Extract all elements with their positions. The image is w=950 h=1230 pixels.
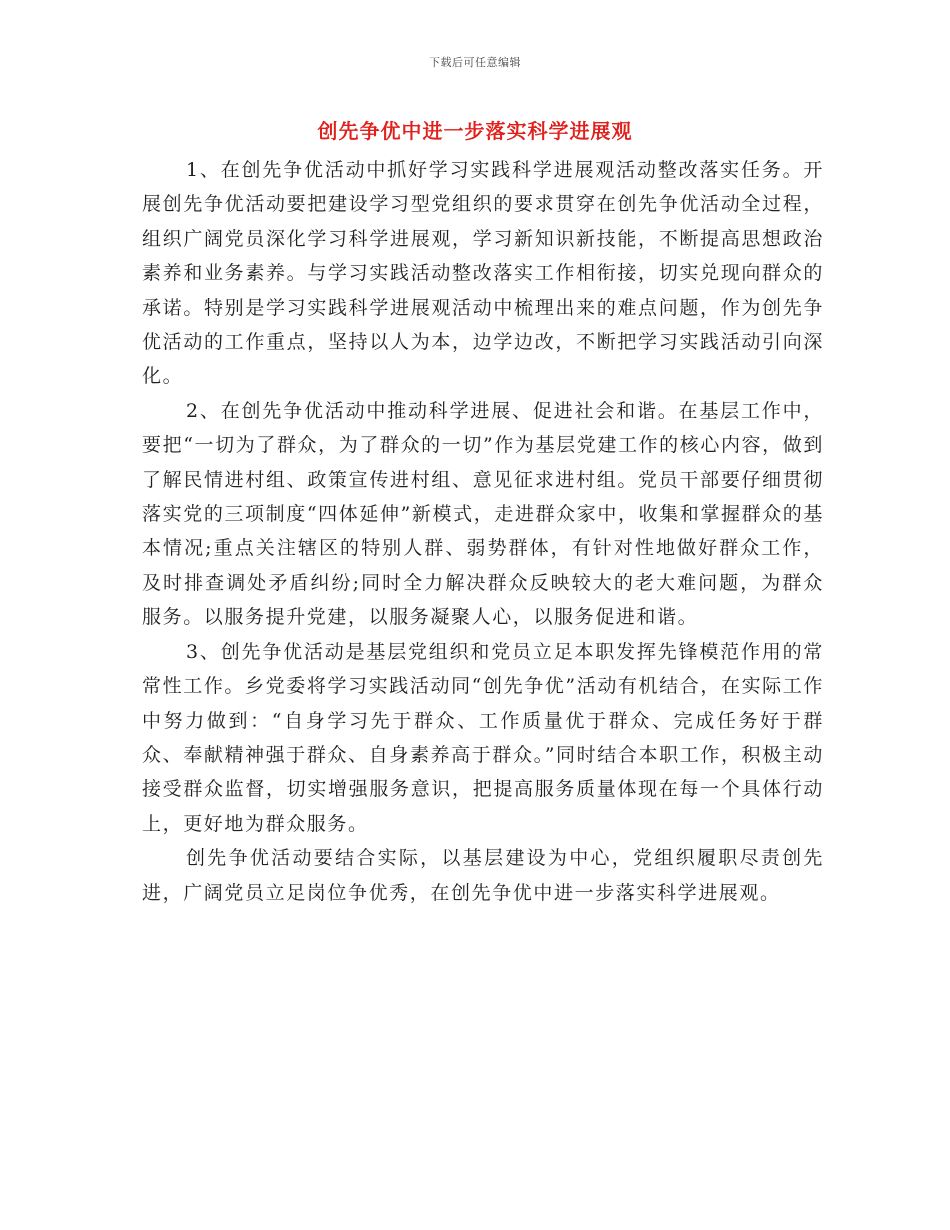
paragraph-3: 3、创先争优活动是基层党组织和党员立足本职发挥先锋模范作用的常常性工作。乡党委将学习实践活动同“创先争优”活动有机结合，在实际工作中努力做到：“自身学习先于群众、工作质量优于群众、完成任务好于群众、奉献精神强于群众、自身素养高于群众。”同时结合本职工作，积极主动接受群众监督，切实增强服务意识，把提高服务质量体现在每一个具体行动上，更好地为群众服务。 [142, 640, 824, 835]
paragraph-2: 2、在创先争优活动中推动科学进展、促进社会和谐。在基层工作中，要把“一切为了群众，为了群众的一切”作为基层党建工作的核心内容，做到了解民情进村组、政策宣传进村组、意见征求进村组。党员干部要仔细贯彻落实党的三项制度“四体延伸”新模式，走进群众家中，收集和掌握群众的基本情况;重点关注辖区的特别人群、弱势群体，有针对性地做好群众工作，及时排查调处矛盾纠纷;同时全力解决群众反映较大的老大难问题，为群众服务。以服务提升党建，以服务凝聚人心，以服务促进和谐。 [142, 399, 824, 629]
document-title: 创先争优中进一步落实科学进展观 [317, 119, 633, 143]
paragraph-4: 创先争优活动要结合实际，以基层建设为中心，党组织履职尽责创先进，广阔党员立足岗位争优秀，在创先争优中进一步落实科学进展观。 [142, 847, 824, 904]
document-body [142, 153, 824, 910]
paragraph-1: 1、在创先争优活动中抓好学习实践科学进展观活动整改落实任务。开展创先争优活动要把建设学习型党组织的要求贯穿在创先争优活动全过程，组织广阔党员深化学习科学进展观，学习新知识新技能，不断提高思想政治素养和业务素养。与学习实践活动整改落实工作相衔接，切实兑现向群众的承诺。特别是学习实践科学进展观活动中梳理出来的难点问题，作为创先争优活动的工作重点，坚持以人为本，边学边改，不断把学习实践活动引向深化。 [142, 159, 824, 388]
header-note: 下载后可任意编辑 [429, 56, 521, 69]
